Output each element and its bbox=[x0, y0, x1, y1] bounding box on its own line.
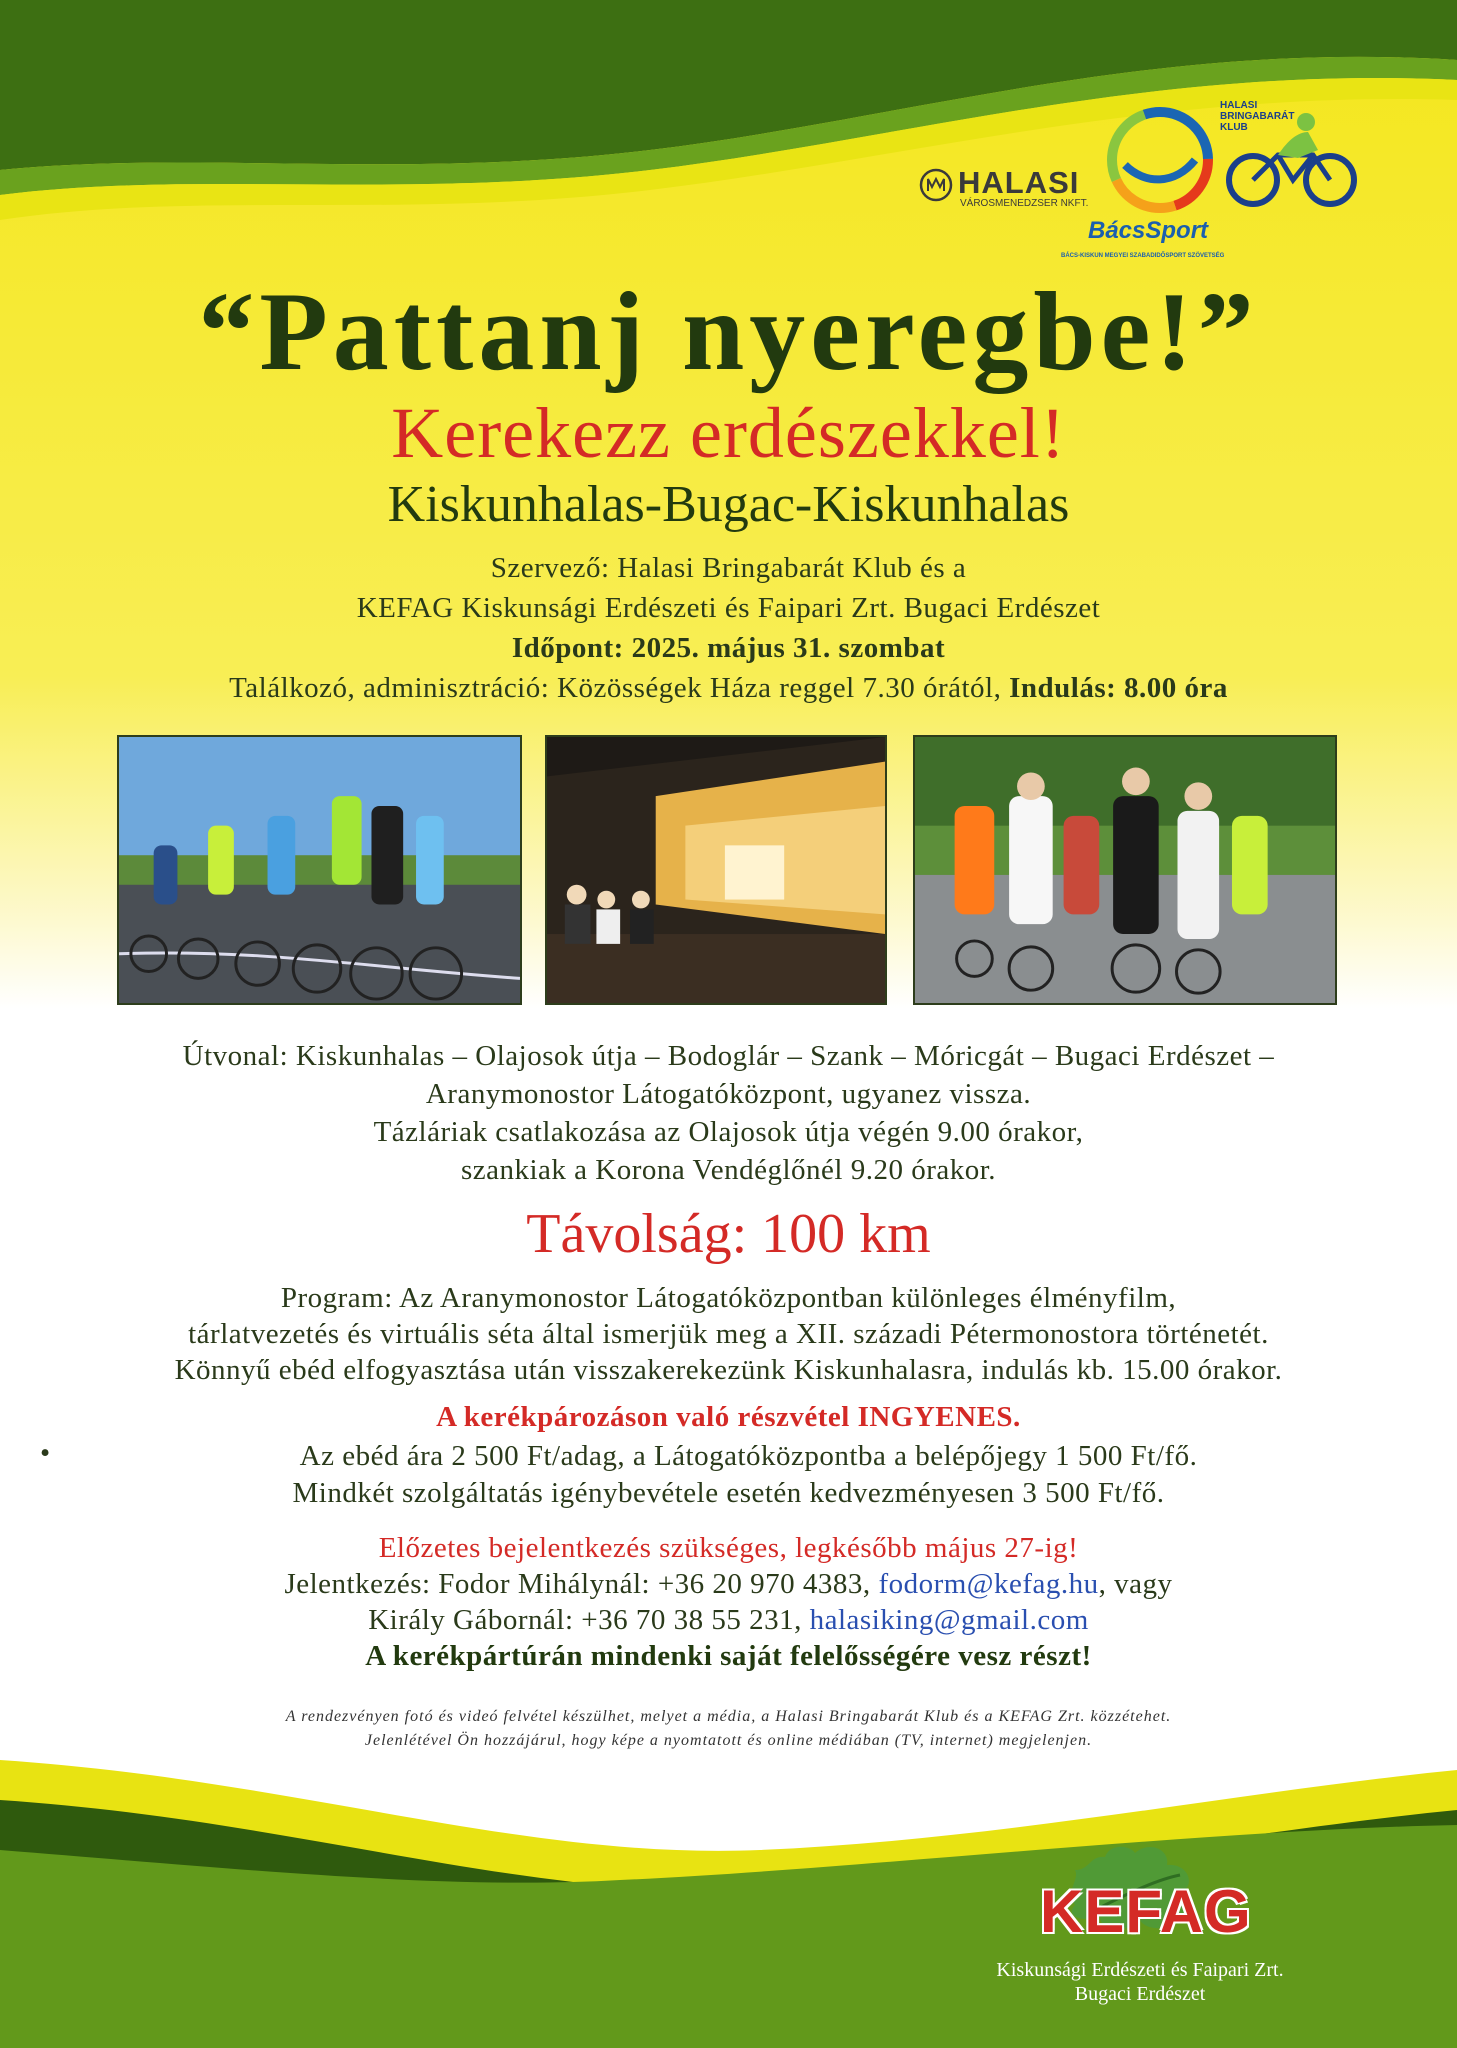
main-title: “Pattanj nyeregbe!” bbox=[198, 270, 1259, 394]
organizer-line-1: Szervező: Halasi Bringabarát Klub és a bbox=[490, 552, 967, 584]
program-line-1: Program: Az Aranymonostor Látogatóközpontban különleges élményfilm, bbox=[280, 1282, 1177, 1314]
route-line-2: Aranymonostor Látogatóközpont, ugyanez vissza. bbox=[425, 1078, 1032, 1110]
bacssport-swirl-icon bbox=[1085, 105, 1235, 215]
departure-time: Indulás: 8.00 óra bbox=[1009, 672, 1228, 704]
route-line-1: Útvonal: Kiskunhalas – Olajosok útja – Bodoglár – Szank – Móricgát – Bugaci Erdészet – bbox=[182, 1040, 1275, 1072]
disclaimer-line-2: Jelenlétével Ön hozzájárul, hogy képe a nyomtatott és online médiában (TV, internet) megjelenjen. bbox=[364, 1732, 1093, 1749]
free-participation: A kerékpározáson való részvétel INGYENES. bbox=[436, 1401, 1021, 1433]
meeting-line bbox=[0, 672, 1457, 705]
kefag-logo-line-1: Kiskunsági Erdészeti és Faipari Zrt. bbox=[996, 1959, 1284, 1981]
bringabarat-line2: BRINGABARÁT bbox=[1220, 111, 1295, 122]
contact-2-email-link[interactable]: halasiking@gmail.com bbox=[809, 1604, 1089, 1636]
contact-line-2 bbox=[0, 1604, 1457, 1637]
kefag-logo bbox=[930, 1835, 1350, 2035]
organizer-line-2: KEFAG Kiskunsági Erdészeti és Faipari Zrt. Bugaci Erdészet bbox=[356, 592, 1101, 624]
bringabarat-logo bbox=[1218, 100, 1368, 215]
contact-1-text: Jelentkezés: Fodor Mihálynál: +36 20 970 4383, bbox=[284, 1568, 879, 1600]
registration-deadline: Előzetes bejelentkezés szükséges, legkésőbb május 27-ig! bbox=[378, 1532, 1079, 1564]
photo-cyclists-forest bbox=[913, 735, 1337, 1005]
photo-visitor-center bbox=[545, 735, 887, 1005]
responsibility-note: A kerékpártúrán mindenki saját felelősségére vesz részt! bbox=[365, 1640, 1092, 1672]
contact-1-email-link[interactable]: fodorm@kefag.hu bbox=[878, 1568, 1099, 1600]
photo-cyclists-road bbox=[117, 735, 522, 1005]
halasi-logo-name: HALASI bbox=[958, 165, 1080, 200]
price-line-2: Mindkét szolgáltatás igénybevétele esetén kedvezményesen 3 500 Ft/fő. bbox=[292, 1477, 1165, 1509]
kefag-logo-line-2: Bugaci Erdészet bbox=[1074, 1983, 1206, 2005]
cyclist-icon bbox=[1218, 110, 1368, 210]
halasi-logo-sub: VÁROSMENEDZSER NKFT. bbox=[960, 198, 1089, 209]
program-line-2: tárlatvezetés és virtuális séta által ismerjük meg a XII. századi Pétermonostora történetét. bbox=[188, 1318, 1269, 1350]
contact-2-text: Király Gábornál: +36 70 38 55 231, bbox=[368, 1604, 810, 1636]
bacssport-logo-sub: BÁCS-KISKUN MEGYEI SZABADIDŐSPORT SZÖVETSÉG bbox=[1061, 253, 1225, 259]
distance: Távolság: 100 km bbox=[526, 1203, 931, 1265]
route-line-3: Tázláriak csatlakozása az Olajosok útja végén 9.00 órakor, bbox=[373, 1116, 1084, 1148]
halasi-emblem-icon bbox=[918, 167, 954, 203]
program-line-3: Könnyű ebéd elfogyasztása után visszakerekezünk Kiskunhalasra, indulás kb. 15.00 órakor. bbox=[174, 1354, 1283, 1386]
disclaimer-line-1: A rendezvényen fotó és videó felvétel készülhet, melyet a média, a Halasi Bringabarát Klub és a KEFAG Zrt. közzétehet. bbox=[285, 1708, 1172, 1725]
route-line-4: szankiak a Korona Vendéglőnél 9.20 órakor. bbox=[460, 1154, 997, 1186]
kefag-logo-name: KEFAG bbox=[1040, 1878, 1252, 1945]
bringabarat-line3: KLUB bbox=[1220, 122, 1248, 133]
event-date: Időpont: 2025. május 31. szombat bbox=[511, 632, 946, 664]
bringabarat-line1: HALASI bbox=[1220, 100, 1258, 111]
subtitle: Kerekezz erdészekkel! bbox=[391, 393, 1066, 473]
contact-1-tail: , vagy bbox=[1098, 1568, 1173, 1600]
price-line-1: Az ebéd ára 2 500 Ft/adag, a Látogatóközpontba a belépőjegy 1 500 Ft/fő. bbox=[299, 1440, 1198, 1472]
bullet: • bbox=[40, 1437, 51, 1469]
bacssport-logo-name: BácsSport bbox=[1088, 217, 1209, 244]
contact-line-1 bbox=[0, 1568, 1457, 1601]
route-title: Kiskunhalas-Bugac-Kiskunhalas bbox=[387, 476, 1070, 533]
meeting-text: Találkozó, adminisztráció: Közösségek Háza reggel 7.30 órától, bbox=[229, 672, 1010, 704]
